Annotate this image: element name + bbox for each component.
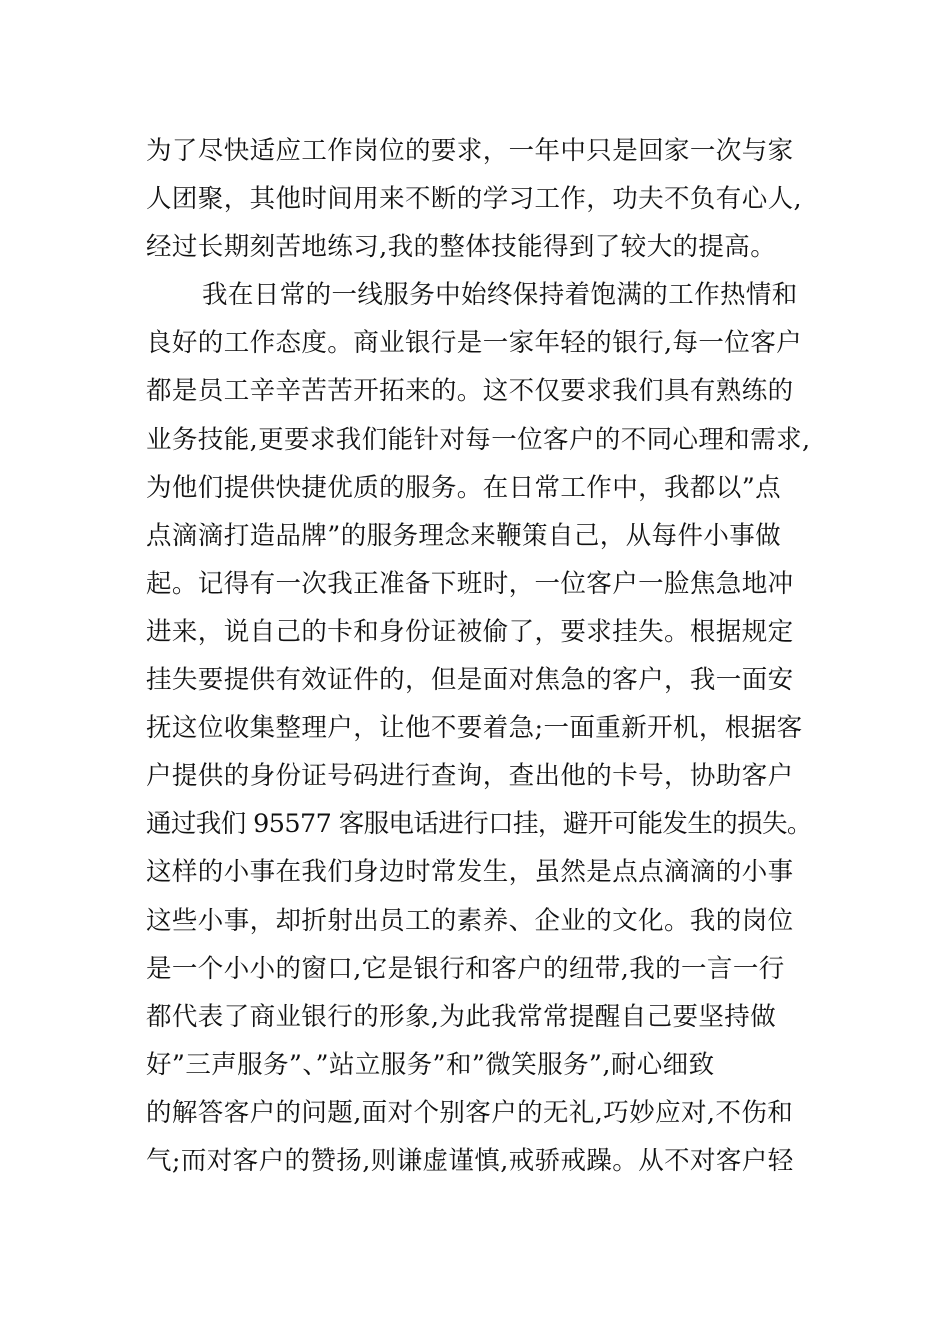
text-line: 良好的工作态度。商业银行是一家年轻的银行,每一位客户: [146, 328, 803, 359]
text-line: 点滴滴打造品牌”的服务理念来鞭策自己，从每件小事做: [146, 520, 782, 551]
text-line: 户提供的身份证号码进行查询，查出他的卡号，协助客户: [146, 761, 794, 792]
text-line: 抚这位收集整理户，让他不要着急;一面重新开机，根据客: [146, 713, 803, 744]
text-line: 挂失要提供有效证件的，但是面对焦急的客户，我一面安: [146, 665, 794, 696]
text-line: 这样的小事在我们身边时常发生，虽然是点点滴滴的小事: [146, 857, 794, 888]
text-line: 这些小事，却折射出员工的素养、企业的文化。我的岗位: [146, 905, 794, 936]
text-line: 人团聚，其他时间用来不断的学习工作，功夫不负有心人,: [146, 184, 803, 215]
text-line-indented: 我在日常的一线服务中始终保持着饱满的工作热情和: [202, 280, 798, 311]
text-line: 好”三声服务”、”站立服务”和”微笑服务”,耐心细致: [146, 1049, 715, 1080]
text-line: 都是员工辛辛苦苦开拓来的。这不仅要求我们具有熟练的: [146, 376, 794, 407]
text-line: 气;而对客户的赞扬,则谦虚谨慎,戒骄戒躁。从不对客户轻: [146, 1145, 794, 1176]
text-line: 经过长期刻苦地练习,我的整体技能得到了较大的提高。: [146, 232, 777, 263]
text-line: 是一个小小的窗口,它是银行和客户的纽带,我的一言一行: [146, 953, 785, 984]
body-text: [146, 127, 816, 1185]
text-line: 为了尽快适应工作岗位的要求，一年中只是回家一次与家: [146, 136, 794, 166]
text-line: 通过我们 95577 客服电话进行口挂，避开可能发生的损失。: [146, 809, 812, 840]
text-line: 的解答客户的问题,面对个别客户的无礼,巧妙应对,不伤和: [146, 1097, 794, 1128]
text-line: 进来，说自己的卡和身份证被偷了，要求挂失。根据规定: [146, 616, 794, 647]
text-line: 业务技能,更要求我们能针对每一位客户的不同心理和需求,: [146, 424, 811, 455]
text-line: 起。记得有一次我正准备下班时，一位客户一脸焦急地冲: [146, 568, 794, 599]
text-line: 为他们提供快捷优质的服务。在日常工作中，我都以”点: [146, 472, 782, 503]
text-line: 都代表了商业银行的形象,为此我常常提醒自己要坚持做: [146, 1001, 777, 1032]
